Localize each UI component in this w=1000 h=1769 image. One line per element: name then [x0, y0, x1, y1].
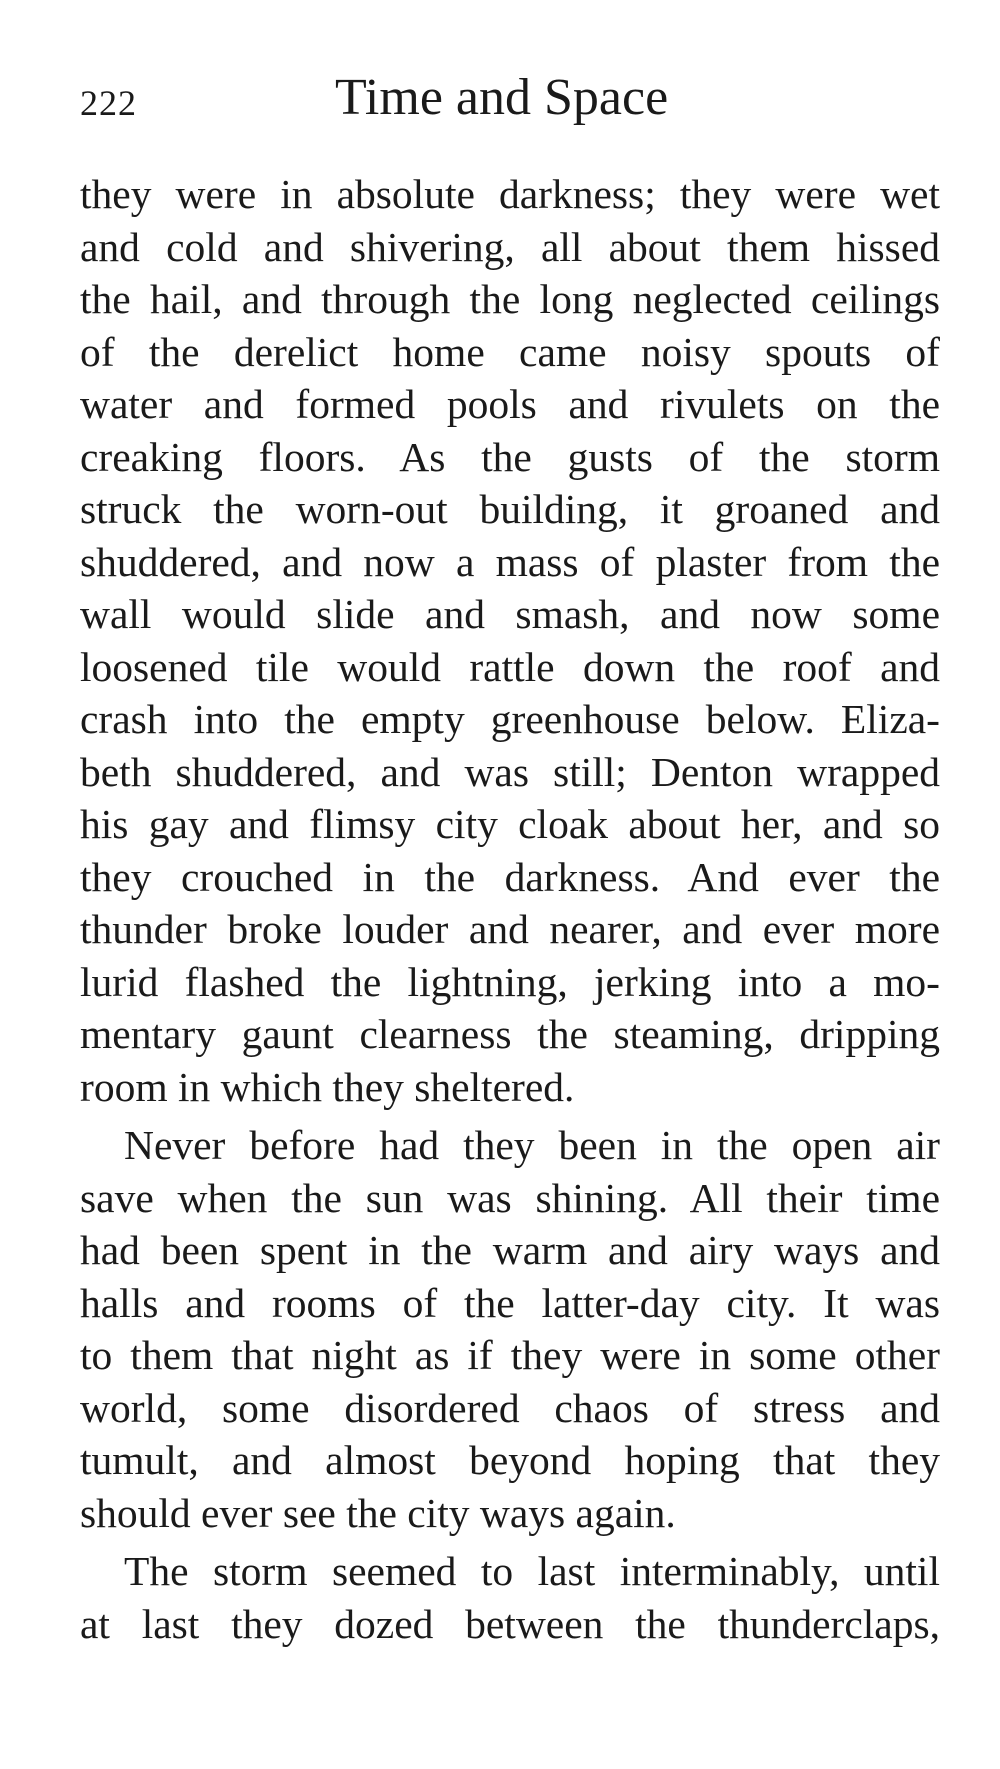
text-line: thunder broke louder and nearer, and ever more [80, 906, 940, 952]
text-line: should ever see the city ways again. [80, 1489, 676, 1536]
page-body [80, 168, 940, 1650]
text-line: mentary gaunt clearness the steaming, dripping [80, 1011, 940, 1057]
text-line: world, some disordered chaos of stress and [80, 1384, 940, 1431]
text-line: they crouched in the darkness. And ever the [80, 853, 940, 900]
text-line: room in which they sheltered. [80, 1063, 575, 1110]
text-line: halls and rooms of the latter-day city. It was [80, 1279, 940, 1326]
text-line: of the derelict home came noisy spouts of [80, 328, 940, 375]
running-title: Time and Space [335, 69, 669, 126]
text-line: at last they dozed between the thunderclaps, [80, 1600, 940, 1647]
text-line: tumult, and almost beyond hoping that they [80, 1437, 940, 1483]
text-line: Never before had they been in the open air [124, 1122, 940, 1168]
text-line: struck the worn-out building, it groaned and [80, 486, 940, 532]
paragraph-3 [80, 1545, 940, 1650]
text-line: creaking floors. As the gusts of the storm [80, 433, 940, 480]
text-line: had been spent in the warm and airy ways and [80, 1227, 940, 1273]
text-line: wall would slide and smash, and now some [80, 591, 940, 637]
text-line: they were in absolute darkness; they were wet [80, 171, 940, 217]
text-line: and cold and shivering, all about them hissed [80, 223, 940, 270]
text-line: to them that night as if they were in some other [80, 1332, 940, 1378]
text-line: save when the sun was shining. All their time [80, 1174, 940, 1221]
text-line: loosened tile would rattle down the roof and [80, 643, 940, 690]
text-line: his gay and flimsy city cloak about her, and so [80, 801, 940, 847]
text-line: The storm seemed to last interminably, until [124, 1548, 940, 1594]
paragraph-2 [80, 1119, 940, 1539]
page-header [80, 58, 940, 138]
text-line: the hail, and through the long neglected ceilings [80, 276, 940, 322]
text-line: beth shuddered, and was still; Denton wrapped [80, 748, 940, 795]
page-number: 222 [80, 83, 137, 123]
paragraph-1 [80, 168, 940, 1113]
text-line: water and formed pools and rivulets on the [80, 381, 940, 427]
text-line: lurid flashed the lightning, jerking into a mo- [80, 958, 940, 1005]
text-line: crash into the empty greenhouse below. Eliza- [80, 696, 940, 742]
text-line: shuddered, and now a mass of plaster from the [80, 538, 940, 585]
